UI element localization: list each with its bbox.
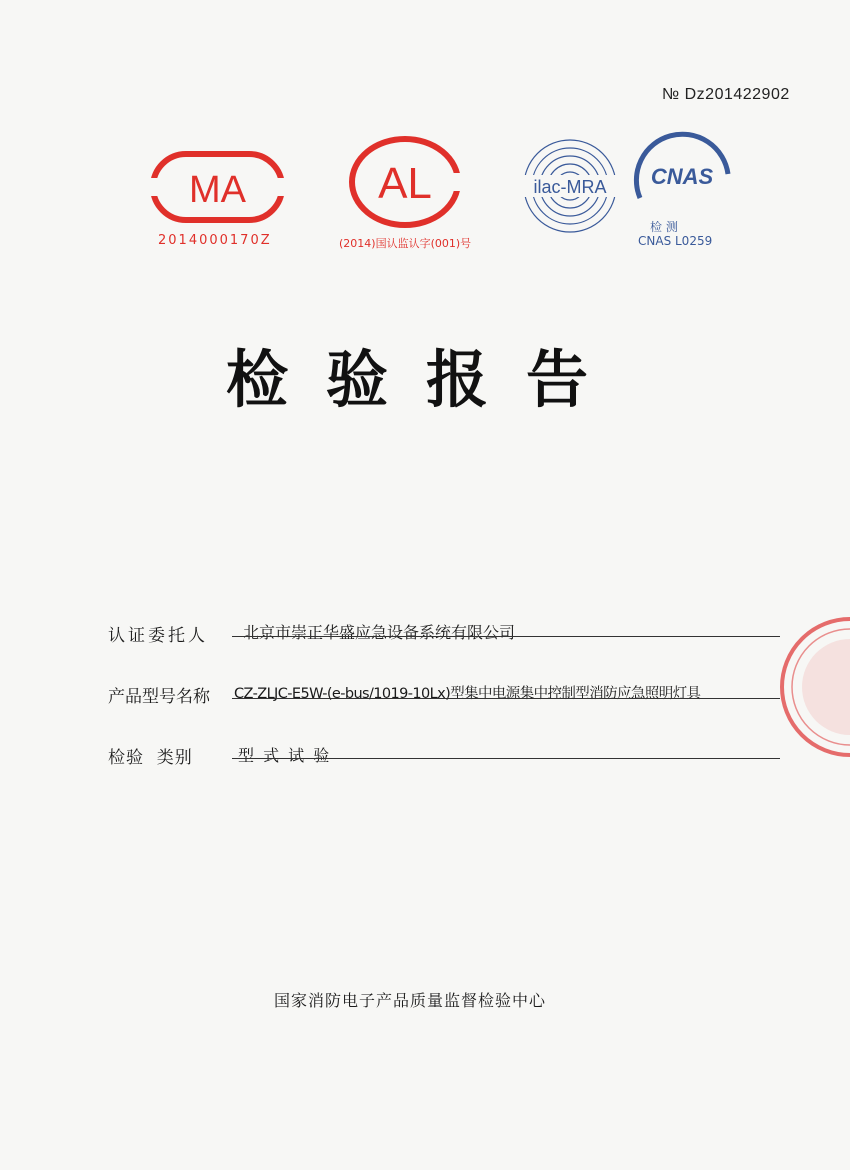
page-title: 检验报告 [226, 343, 627, 416]
svg-text:AL: AL [378, 159, 432, 208]
ilac-mra-logo [514, 136, 626, 236]
cma-logo [150, 150, 285, 225]
cal-number: (2014)国认监认字(001)号 [339, 237, 472, 250]
field-underline [232, 758, 780, 759]
field-label-client: 认证委托人 [108, 626, 208, 646]
field-underline [232, 698, 780, 699]
cnas-caption: 检 测 [650, 220, 678, 234]
cnas-logo [626, 130, 738, 215]
field-value-client: 北京市崇正华盛应急设备系统有限公司 [243, 623, 516, 642]
cal-logo [348, 135, 463, 230]
cma-number: 2014000170Z [158, 233, 272, 248]
issuing-organization: 国家消防电子产品质量监督检验中心 [274, 991, 547, 1010]
cnas-mark-icon [626, 130, 738, 215]
cal-mark-icon [348, 135, 463, 230]
svg-text:MA: MA [189, 169, 246, 211]
field-value-category: 型 式 试 验 [238, 746, 332, 765]
svg-text:ilac-MRA: ilac-MRA [533, 177, 607, 197]
field-underline [232, 636, 780, 637]
field-value-product: CZ-ZLJC-E5W-(e-bus/1019-10Lx)型集中电源集中控制型消防应急照明灯具 [234, 686, 701, 702]
cma-mark-icon [150, 150, 285, 225]
official-seal-icon [770, 612, 850, 766]
field-label-product: 产品型号名称 [108, 687, 210, 707]
svg-text:CNAS: CNAS [650, 164, 714, 189]
ilac-globe-icon [514, 136, 626, 236]
cnas-number: CNAS L0259 [638, 234, 713, 248]
serial-number: № Dz201422902 [662, 86, 790, 103]
field-label-category: 检验 类别 [108, 748, 193, 768]
